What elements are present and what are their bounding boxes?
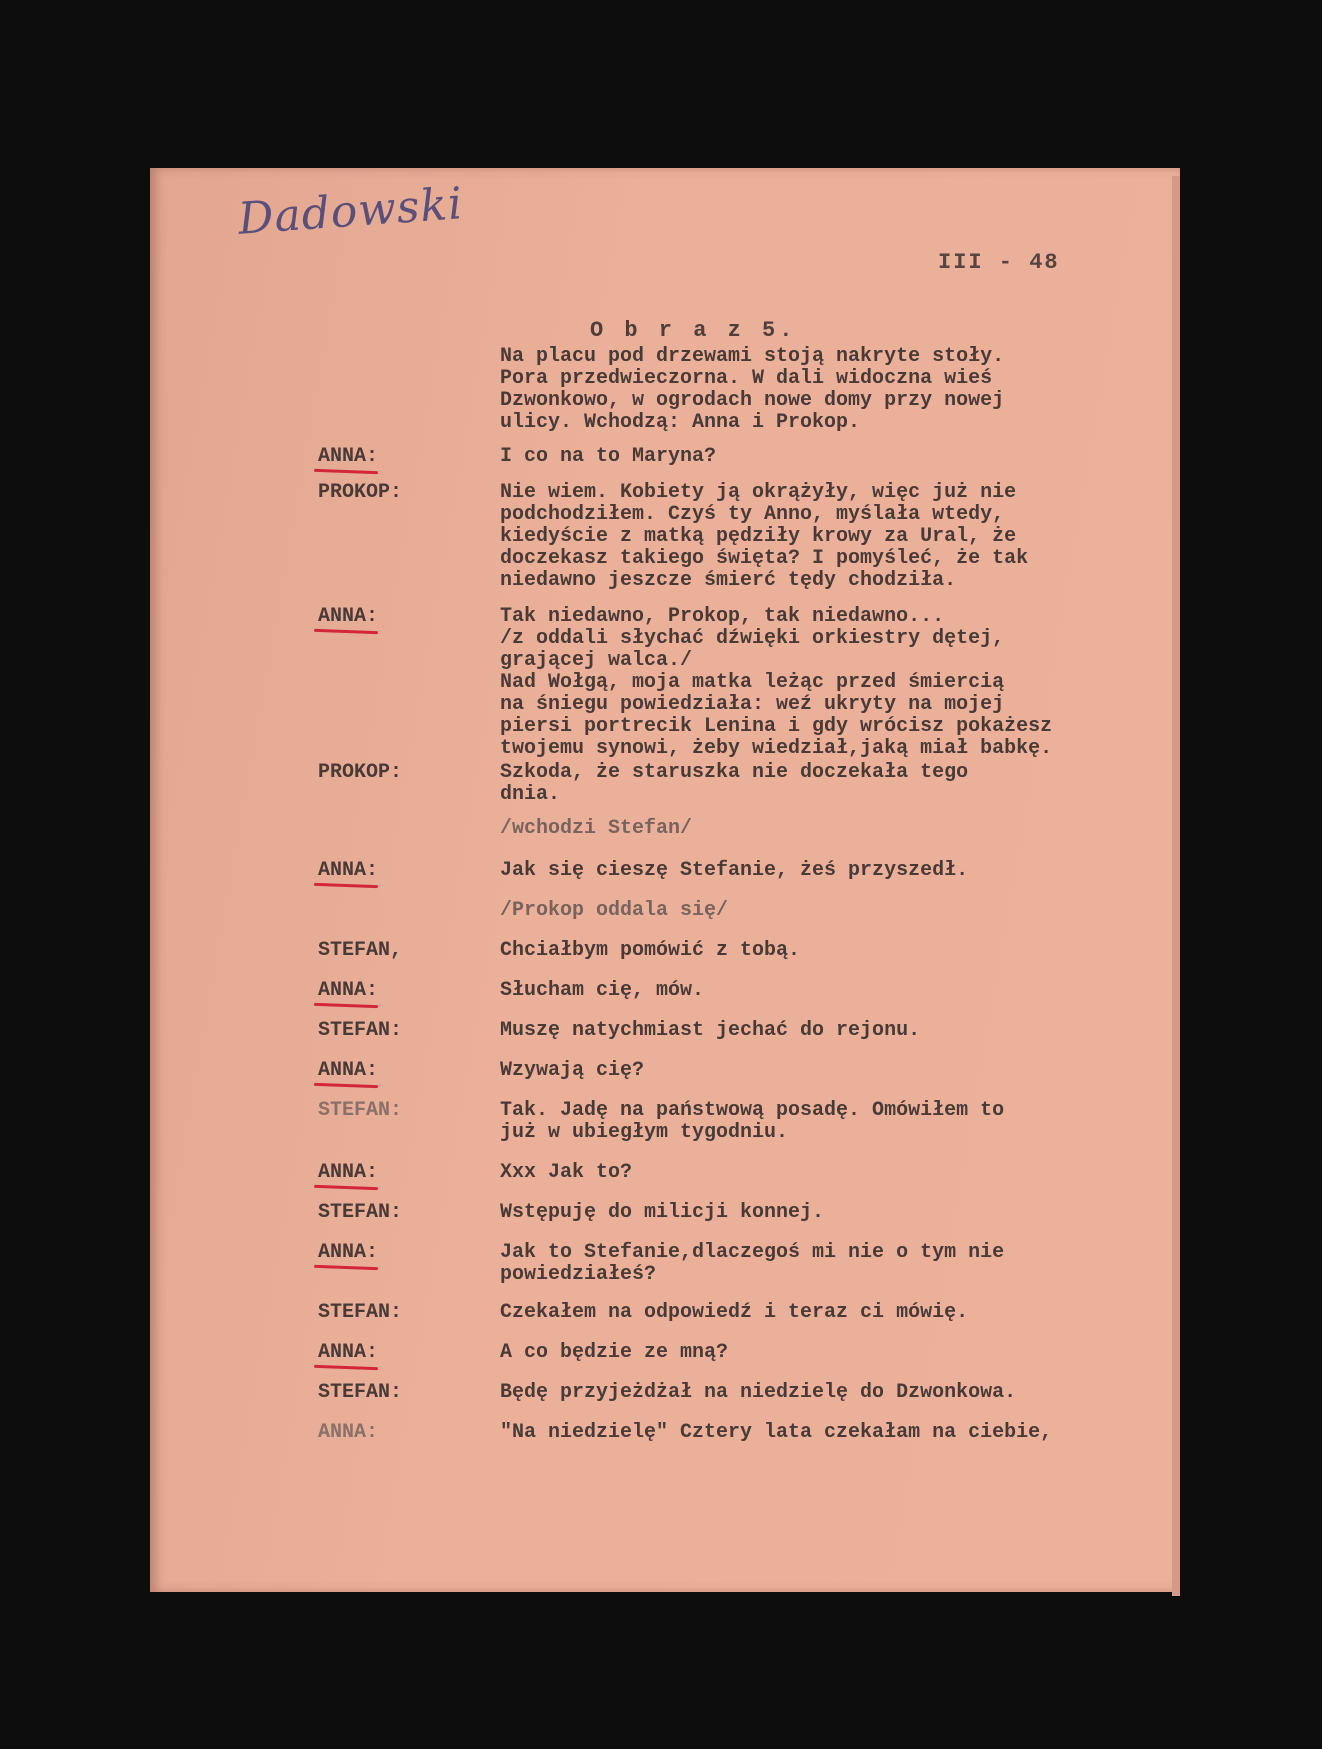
speaker-label: ANNA: [318,859,379,882]
speaker-label: ANNA: [318,1059,379,1082]
red-underline [314,1365,378,1370]
dialogue-line: Muszę natychmiast jechać do rejonu. [500,1019,921,1042]
dialogue-line: Wstępuję do milicji konnej. [500,1201,825,1224]
dialogue-line: Słucham cię, mów. [500,979,705,1002]
speaker-label: STEFAN: [318,1099,403,1122]
red-underline [314,469,378,474]
speaker-label: ANNA: [318,1161,379,1184]
stage-direction: /Prokop oddala się/ [500,899,729,922]
speaker-label: ANNA: [318,1241,379,1264]
dialogue-line: Jak się cieszę Stefanie, żeś przyszedł. [500,859,969,882]
dialogue-line: Xxx Jak to? [500,1161,633,1184]
speaker-label: STEFAN, [318,939,403,962]
speaker-label: ANNA: [318,979,379,1002]
speaker-label: ANNA: [318,1341,379,1364]
dialogue-line: Chciałbym pomówić z tobą. [500,939,801,962]
dialogue-line: Tak niedawno, Prokop, tak niedawno... /z oddali słychać dźwięki orkiestry dętej, grającej walca./ Nad Wołgą, moja matka leżąc przed śmiercią na śniegu powiedziała: weź ukryty na mojej piersi portrecik Lenina i gdy wrócisz pokażesz twojemu synowi, żeby wiedział,jaką miał babkę. [500,605,1053,760]
red-underline [314,883,378,888]
stage-direction: Na placu pod drzewami stoją nakryte stoły. Pora przedwieczorna. W dali widoczna wieś Dzwonkowo, w ogrodach nowe domy przy nowej ulicy. Wchodzą: Anna i Prokop. [500,345,1005,434]
dialogue-line: I co na to Maryna? [500,445,717,468]
speaker-label: ANNA: [318,1421,379,1444]
speaker-label: STEFAN: [318,1301,403,1324]
speaker-label: ANNA: [318,605,379,628]
red-underline [314,1083,378,1088]
dialogue-line: Tak. Jadę na państwową posadę. Omówiłem to już w ubiegłym tygodniu. [500,1099,1005,1144]
dialogue-line: Czekałem na odpowiedź i teraz ci mówię. [500,1301,969,1324]
speaker-label: PROKOP: [318,761,403,784]
dialogue-line: Wzywają cię? [500,1059,645,1082]
speaker-label: STEFAN: [318,1019,403,1042]
red-underline [314,1003,378,1008]
handwritten-signature: Dadowski [236,178,465,245]
stage-direction: /wchodzi Stefan/ [500,817,693,840]
speaker-label: STEFAN: [318,1201,403,1224]
scene-title: O b r a z 5. [590,318,797,343]
page-edge [1172,176,1180,1596]
speaker-label: ANNA: [318,445,379,468]
speaker-label: PROKOP: [318,481,403,504]
red-underline [314,1185,378,1190]
speaker-label: STEFAN: [318,1381,403,1404]
dialogue-line: Będę przyjeżdżał na niedzielę do Dzwonkowa. [500,1381,1017,1404]
page-number: III - 48 [938,250,1060,275]
red-underline [314,629,378,634]
dialogue-line: Jak to Stefanie,dlaczegoś mi nie o tym nie powiedziałeś? [500,1241,1005,1286]
document-page [150,168,1180,1592]
red-underline [314,1265,378,1270]
dialogue-line: A co będzie ze mną? [500,1341,729,1364]
dialogue-line: Nie wiem. Kobiety ją okrążyły, więc już nie podchodziłem. Czyś ty Anno, myślała wtedy, kiedyście z matką pędziły krowy za Ural, że doczekasz takiego święta? I pomyśleć, że tak niedawno jeszcze śmierć tędy chodziła. [500,481,1029,592]
dialogue-line: Szkoda, że staruszka nie doczekała tego dnia. [500,761,969,806]
dialogue-line: "Na niedzielę" Cztery lata czekałam na ciebie, [500,1421,1053,1444]
